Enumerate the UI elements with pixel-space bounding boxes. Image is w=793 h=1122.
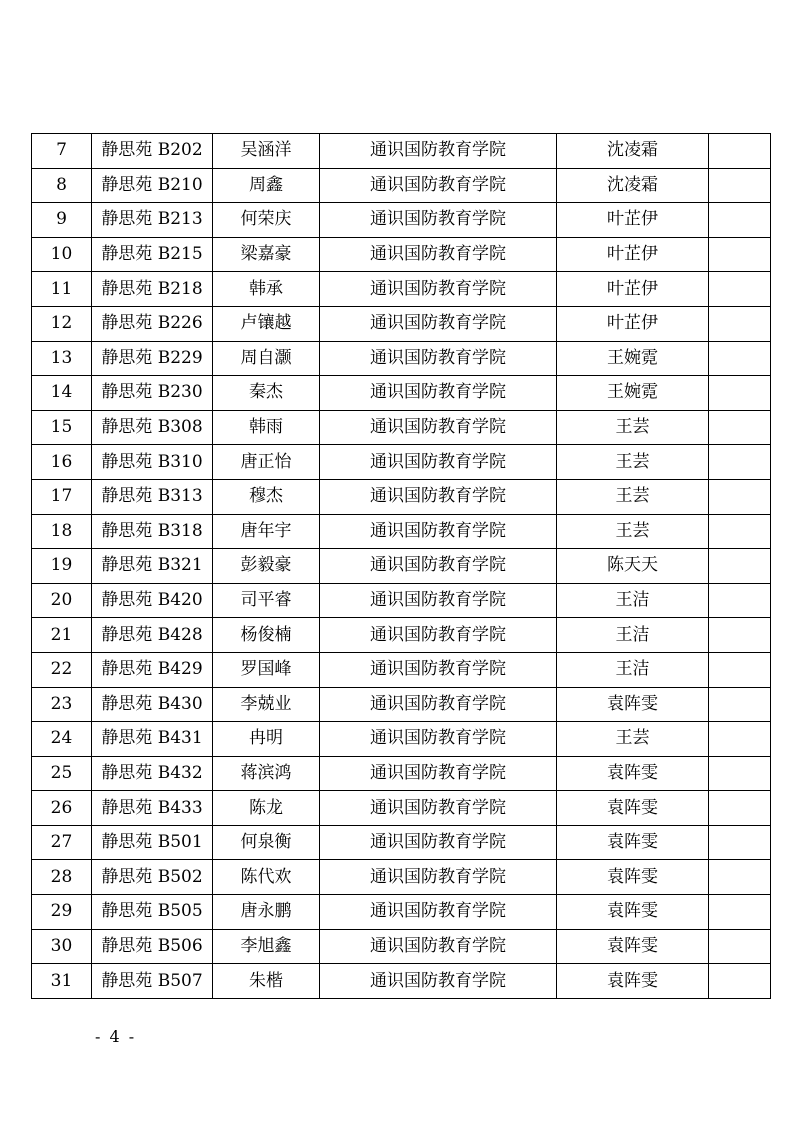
student-name-cell: 穆杰: [213, 479, 320, 514]
counselor-cell: 王洁: [557, 583, 709, 618]
row-number-cell: 14: [32, 376, 92, 411]
college-cell: 通识国防教育学院: [320, 272, 557, 307]
room-cell: 静思苑 B429: [92, 652, 213, 687]
room-cell: 静思苑 B428: [92, 618, 213, 653]
room-cell: 静思苑 B502: [92, 860, 213, 895]
note-cell: [709, 652, 771, 687]
counselor-cell: 王洁: [557, 618, 709, 653]
note-cell: [709, 306, 771, 341]
table-row: [32, 722, 771, 757]
table-row: [32, 895, 771, 930]
row-number-cell: 23: [32, 687, 92, 722]
college-cell: 通识国防教育学院: [320, 929, 557, 964]
note-cell: [709, 514, 771, 549]
college-cell: 通识国防教育学院: [320, 825, 557, 860]
student-name-cell: 李兢业: [213, 687, 320, 722]
room-cell: 静思苑 B420: [92, 583, 213, 618]
room-cell: 静思苑 B501: [92, 825, 213, 860]
table-row: [32, 652, 771, 687]
counselor-cell: 叶芷伊: [557, 306, 709, 341]
college-cell: 通识国防教育学院: [320, 652, 557, 687]
student-name-cell: 韩雨: [213, 410, 320, 445]
table-row: [32, 964, 771, 999]
counselor-cell: 袁阵雯: [557, 825, 709, 860]
row-number-cell: 21: [32, 618, 92, 653]
table-row: [32, 341, 771, 376]
counselor-cell: 袁阵雯: [557, 860, 709, 895]
counselor-cell: 王芸: [557, 722, 709, 757]
counselor-cell: 叶芷伊: [557, 272, 709, 307]
student-name-cell: 唐永鹏: [213, 895, 320, 930]
student-name-cell: 朱楷: [213, 964, 320, 999]
college-cell: 通识国防教育学院: [320, 722, 557, 757]
table-row: [32, 306, 771, 341]
row-number-cell: 26: [32, 791, 92, 826]
room-cell: 静思苑 B431: [92, 722, 213, 757]
row-number-cell: 28: [32, 860, 92, 895]
page-number: - 4 -: [95, 1027, 137, 1046]
student-name-cell: 卢镶越: [213, 306, 320, 341]
counselor-cell: 王洁: [557, 652, 709, 687]
row-number-cell: 25: [32, 756, 92, 791]
student-name-cell: 司平睿: [213, 583, 320, 618]
college-cell: 通识国防教育学院: [320, 860, 557, 895]
room-cell: 静思苑 B505: [92, 895, 213, 930]
room-cell: 静思苑 B318: [92, 514, 213, 549]
note-cell: [709, 168, 771, 203]
table-row: [32, 687, 771, 722]
counselor-cell: 叶芷伊: [557, 203, 709, 238]
table-row: [32, 618, 771, 653]
counselor-cell: 沈凌霜: [557, 134, 709, 169]
college-cell: 通识国防教育学院: [320, 203, 557, 238]
row-number-cell: 9: [32, 203, 92, 238]
row-number-cell: 27: [32, 825, 92, 860]
room-cell: 静思苑 B321: [92, 549, 213, 584]
counselor-cell: 王婉霓: [557, 376, 709, 411]
college-cell: 通识国防教育学院: [320, 756, 557, 791]
counselor-cell: 王婉霓: [557, 341, 709, 376]
room-cell: 静思苑 B433: [92, 791, 213, 826]
room-cell: 静思苑 B218: [92, 272, 213, 307]
note-cell: [709, 237, 771, 272]
student-name-cell: 杨俊楠: [213, 618, 320, 653]
row-number-cell: 30: [32, 929, 92, 964]
room-cell: 静思苑 B432: [92, 756, 213, 791]
student-name-cell: 周鑫: [213, 168, 320, 203]
row-number-cell: 7: [32, 134, 92, 169]
table-row: [32, 549, 771, 584]
counselor-cell: 袁阵雯: [557, 929, 709, 964]
student-name-cell: 周自灏: [213, 341, 320, 376]
student-name-cell: 何泉衡: [213, 825, 320, 860]
counselor-cell: 叶芷伊: [557, 237, 709, 272]
college-cell: 通识国防教育学院: [320, 410, 557, 445]
counselor-cell: 王芸: [557, 514, 709, 549]
college-cell: 通识国防教育学院: [320, 445, 557, 480]
row-number-cell: 8: [32, 168, 92, 203]
college-cell: 通识国防教育学院: [320, 376, 557, 411]
row-number-cell: 24: [32, 722, 92, 757]
note-cell: [709, 929, 771, 964]
room-cell: 静思苑 B507: [92, 964, 213, 999]
note-cell: [709, 791, 771, 826]
note-cell: [709, 134, 771, 169]
student-name-cell: 唐正怡: [213, 445, 320, 480]
note-cell: [709, 687, 771, 722]
college-cell: 通识国防教育学院: [320, 134, 557, 169]
counselor-cell: 陈天天: [557, 549, 709, 584]
college-cell: 通识国防教育学院: [320, 514, 557, 549]
college-cell: 通识国防教育学院: [320, 964, 557, 999]
note-cell: [709, 583, 771, 618]
student-name-cell: 李旭鑫: [213, 929, 320, 964]
row-number-cell: 13: [32, 341, 92, 376]
note-cell: [709, 410, 771, 445]
table-row: [32, 479, 771, 514]
student-name-cell: 陈龙: [213, 791, 320, 826]
roster-body: [32, 134, 771, 999]
counselor-cell: 袁阵雯: [557, 895, 709, 930]
student-name-cell: 蒋滨鸿: [213, 756, 320, 791]
room-cell: 静思苑 B313: [92, 479, 213, 514]
counselor-cell: 袁阵雯: [557, 756, 709, 791]
row-number-cell: 22: [32, 652, 92, 687]
table-row: [32, 237, 771, 272]
note-cell: [709, 618, 771, 653]
note-cell: [709, 341, 771, 376]
table-row: [32, 134, 771, 169]
student-name-cell: 秦杰: [213, 376, 320, 411]
row-number-cell: 11: [32, 272, 92, 307]
room-cell: 静思苑 B215: [92, 237, 213, 272]
row-number-cell: 18: [32, 514, 92, 549]
note-cell: [709, 722, 771, 757]
row-number-cell: 20: [32, 583, 92, 618]
room-cell: 静思苑 B430: [92, 687, 213, 722]
table-row: [32, 376, 771, 411]
note-cell: [709, 825, 771, 860]
student-name-cell: 何荣庆: [213, 203, 320, 238]
student-name-cell: 韩承: [213, 272, 320, 307]
note-cell: [709, 376, 771, 411]
table-row: [32, 929, 771, 964]
college-cell: 通识国防教育学院: [320, 583, 557, 618]
counselor-cell: 王芸: [557, 410, 709, 445]
student-name-cell: 唐年宇: [213, 514, 320, 549]
note-cell: [709, 895, 771, 930]
note-cell: [709, 964, 771, 999]
table-row: [32, 272, 771, 307]
table-row: [32, 445, 771, 480]
room-cell: 静思苑 B202: [92, 134, 213, 169]
student-name-cell: 陈代欢: [213, 860, 320, 895]
student-name-cell: 彭毅豪: [213, 549, 320, 584]
counselor-cell: 袁阵雯: [557, 791, 709, 826]
row-number-cell: 15: [32, 410, 92, 445]
row-number-cell: 10: [32, 237, 92, 272]
dormitory-roster-table: [31, 133, 771, 999]
room-cell: 静思苑 B506: [92, 929, 213, 964]
college-cell: 通识国防教育学院: [320, 895, 557, 930]
room-cell: 静思苑 B310: [92, 445, 213, 480]
row-number-cell: 31: [32, 964, 92, 999]
student-name-cell: 梁嘉豪: [213, 237, 320, 272]
note-cell: [709, 860, 771, 895]
college-cell: 通识国防教育学院: [320, 791, 557, 826]
note-cell: [709, 479, 771, 514]
college-cell: 通识国防教育学院: [320, 618, 557, 653]
note-cell: [709, 549, 771, 584]
college-cell: 通识国防教育学院: [320, 237, 557, 272]
table-row: [32, 168, 771, 203]
college-cell: 通识国防教育学院: [320, 306, 557, 341]
row-number-cell: 12: [32, 306, 92, 341]
row-number-cell: 29: [32, 895, 92, 930]
table-row: [32, 514, 771, 549]
table-row: [32, 860, 771, 895]
counselor-cell: 沈凌霜: [557, 168, 709, 203]
row-number-cell: 17: [32, 479, 92, 514]
room-cell: 静思苑 B308: [92, 410, 213, 445]
student-name-cell: 罗国峰: [213, 652, 320, 687]
counselor-cell: 王芸: [557, 445, 709, 480]
student-name-cell: 冉明: [213, 722, 320, 757]
table-row: [32, 791, 771, 826]
college-cell: 通识国防教育学院: [320, 687, 557, 722]
table-row: [32, 583, 771, 618]
college-cell: 通识国防教育学院: [320, 341, 557, 376]
table-row: [32, 756, 771, 791]
row-number-cell: 19: [32, 549, 92, 584]
note-cell: [709, 756, 771, 791]
note-cell: [709, 272, 771, 307]
table-row: [32, 825, 771, 860]
college-cell: 通识国防教育学院: [320, 479, 557, 514]
room-cell: 静思苑 B229: [92, 341, 213, 376]
note-cell: [709, 445, 771, 480]
row-number-cell: 16: [32, 445, 92, 480]
table-row: [32, 203, 771, 238]
table-row: [32, 410, 771, 445]
college-cell: 通识国防教育学院: [320, 168, 557, 203]
college-cell: 通识国防教育学院: [320, 549, 557, 584]
room-cell: 静思苑 B213: [92, 203, 213, 238]
room-cell: 静思苑 B226: [92, 306, 213, 341]
note-cell: [709, 203, 771, 238]
counselor-cell: 袁阵雯: [557, 964, 709, 999]
room-cell: 静思苑 B210: [92, 168, 213, 203]
room-cell: 静思苑 B230: [92, 376, 213, 411]
counselor-cell: 王芸: [557, 479, 709, 514]
student-name-cell: 吴涵洋: [213, 134, 320, 169]
counselor-cell: 袁阵雯: [557, 687, 709, 722]
